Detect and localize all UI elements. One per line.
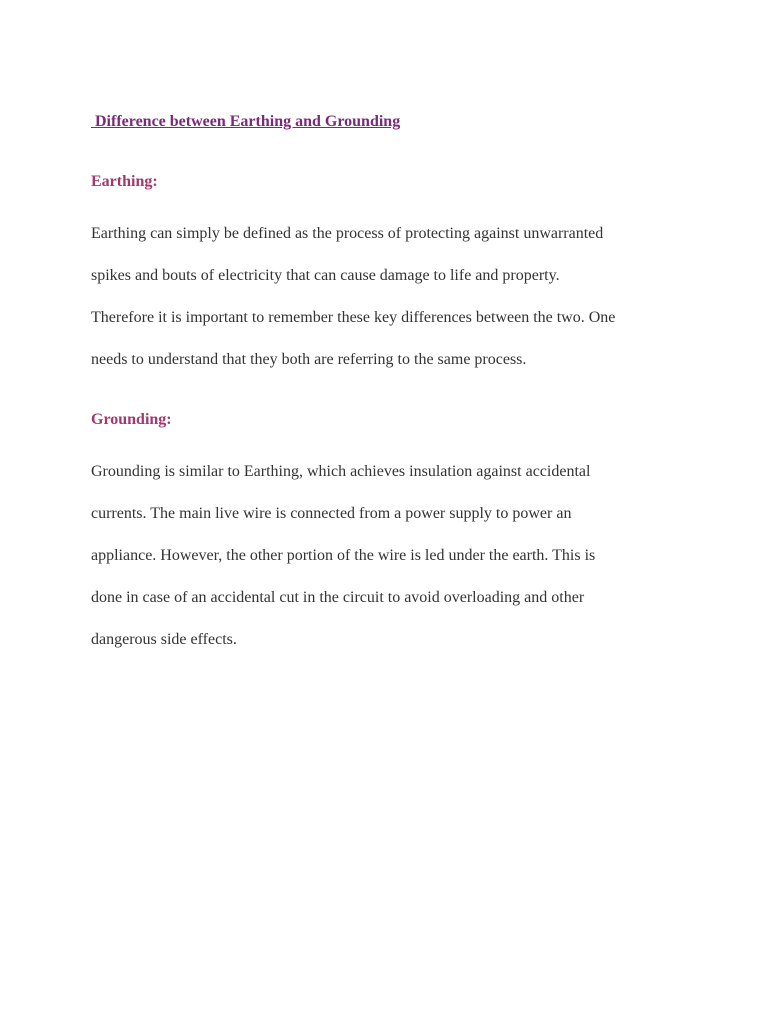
- section-heading-earthing: Earthing:: [91, 173, 158, 190]
- paragraph-line: appliance. However, the other portion of the wire is led under the earth. This is: [91, 547, 596, 564]
- paragraph-line: needs to understand that they both are referring to the same process.: [91, 351, 527, 368]
- document-title: Difference between Earthing and Grounding: [91, 113, 401, 130]
- paragraph-line: dangerous side effects.: [91, 631, 237, 648]
- paragraph-line: Therefore it is important to remember these key differences between the two. One: [91, 309, 616, 326]
- paragraph-line: Grounding is similar to Earthing, which achieves insulation against accidental: [91, 463, 591, 480]
- paragraph-line: spikes and bouts of electricity that can cause damage to life and property.: [91, 267, 560, 284]
- paragraph-line: currents. The main live wire is connected from a power supply to power an: [91, 505, 572, 522]
- section-heading-grounding: Grounding:: [91, 411, 172, 428]
- paragraph-line: Earthing can simply be defined as the process of protecting against unwarranted: [91, 225, 604, 242]
- paragraph-line: done in case of an accidental cut in the circuit to avoid overloading and other: [91, 589, 585, 606]
